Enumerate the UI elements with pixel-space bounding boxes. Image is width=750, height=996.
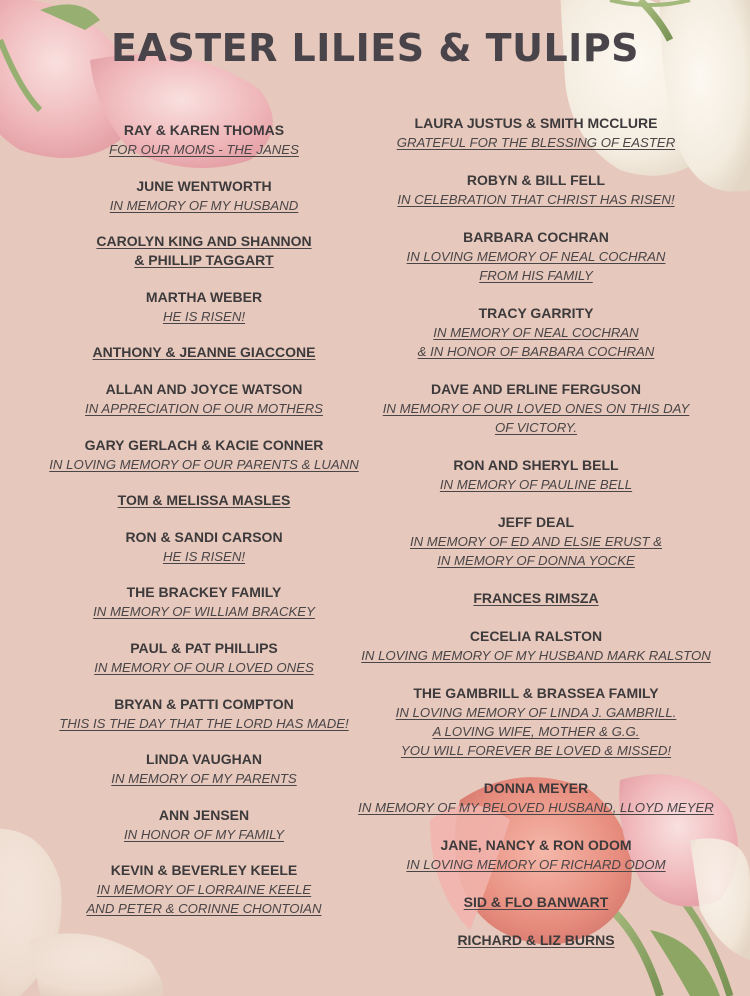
donor-entry [28, 491, 380, 510]
dedication-text: IN MEMORY OF PAULINE BELL [439, 477, 633, 492]
dedication-text: HE IS RISEN! [162, 548, 246, 564]
donor-name: SID & FLO BANWART [463, 894, 609, 910]
right-donor-column [352, 114, 720, 969]
dedication-text: & IN HONOR OF BARBARA COCHRAN [417, 344, 655, 359]
dedication-text: A LOVING WIFE, MOTHER & G.G. [432, 724, 640, 739]
donor-entry [352, 931, 720, 950]
donor-entry [28, 583, 380, 621]
donor-entry [28, 380, 380, 418]
donor-name: JUNE WENTWORTH [136, 177, 272, 194]
dedication-text: IN MEMORY OF ED AND ELSIE ERUST & [409, 534, 663, 549]
donor-name: DONNA MEYER [483, 780, 589, 796]
donor-name: THE GAMBRILL & BRASSEA FAMILY [413, 685, 659, 701]
donor-entry [28, 861, 380, 918]
donor-entry [352, 627, 720, 665]
donor-name: BARBARA COCHRAN [463, 229, 609, 245]
dedication-text: OF VICTORY. [494, 420, 578, 435]
dedication-text: IN MEMORY OF WILLIAM BRACKEY [93, 604, 315, 620]
donor-entry [352, 684, 720, 760]
donor-entry [352, 456, 720, 494]
donor-entry [352, 380, 720, 437]
dedication-text: IN MEMORY OF OUR LOVED ONES ON THIS DAY [382, 401, 690, 416]
page-title: EASTER LILIES & TULIPS [110, 26, 640, 70]
donor-name: LINDA VAUGHAN [146, 751, 262, 768]
donor-name: ROBYN & BILL FELL [466, 172, 606, 188]
dedication-text: IN LOVING MEMORY OF MY HUSBAND MARK RALSTON [361, 648, 711, 663]
donor-name: JEFF DEAL [497, 514, 575, 530]
donor-entry [28, 343, 380, 362]
donor-entry [28, 177, 380, 215]
donor-entry [28, 806, 380, 844]
donor-name: & PHILLIP TAGGART [134, 252, 274, 269]
donor-name: FRANCES RIMSZA [473, 590, 599, 606]
dedication-text: IN LOVING MEMORY OF RICHARD ODOM [406, 857, 666, 872]
donor-name: RON & SANDI CARSON [125, 528, 283, 545]
donor-entry [352, 304, 720, 361]
dedication-text: IN LOVING MEMORY OF NEAL COCHRAN [406, 249, 666, 264]
donor-name: TRACY GARRITY [478, 305, 594, 321]
donor-entry [28, 695, 380, 733]
dedication-text: IN MEMORY OF MY BELOVED HUSBAND, LLOYD MEYER [358, 800, 714, 815]
donor-entry [28, 436, 380, 474]
left-donor-column [28, 121, 380, 936]
donor-entry [28, 639, 380, 677]
donor-name: GARY GERLACH & KACIE CONNER [84, 436, 324, 453]
dedication-text: IN MEMORY OF DONNA YOCKE [437, 553, 635, 568]
dedication-text: IN LOVING MEMORY OF LINDA J. GAMBRILL. [395, 705, 677, 720]
donor-entry [352, 114, 720, 152]
donor-entry [28, 121, 380, 159]
donor-entry [352, 171, 720, 209]
donor-entry [28, 750, 380, 788]
donor-name: JANE, NANCY & RON ODOM [440, 837, 632, 853]
dedication-text: IN MEMORY OF LORRAINE KEELE [96, 882, 312, 898]
donor-name: TOM & MELISSA MASLES [117, 492, 291, 509]
donor-name: BRYAN & PATTI COMPTON [114, 695, 294, 712]
dedication-text: IN CELEBRATION THAT CHRIST HAS RISEN! [397, 192, 675, 207]
dedication-text: IN MEMORY OF MY PARENTS [111, 771, 297, 787]
donor-name: DAVE AND ERLINE FERGUSON [430, 381, 641, 397]
donor-entry [352, 836, 720, 874]
donor-name: CAROLYN KING AND SHANNON [96, 233, 312, 250]
donor-name: MARTHA WEBER [145, 288, 263, 305]
donor-entry [352, 893, 720, 912]
donor-entry [352, 513, 720, 570]
donor-entry [352, 228, 720, 285]
donor-entry [28, 232, 380, 270]
donor-name: CECELIA RALSTON [469, 628, 603, 644]
donor-name: RICHARD & LIZ BURNS [457, 932, 615, 948]
donor-name: KEVIN & BEVERLEY KEELE [110, 862, 298, 879]
dedication-text: GRATEFUL FOR THE BLESSING OF EASTER [396, 135, 676, 150]
dedication-text: IN MEMORY OF NEAL COCHRAN [433, 325, 639, 340]
donor-name: THE BRACKEY FAMILY [126, 584, 282, 601]
donor-name: RAY & KAREN THOMAS [123, 122, 285, 138]
dedication-text: HE IS RISEN! [162, 308, 246, 324]
donor-entry [352, 589, 720, 608]
dedication-text: THIS IS THE DAY THAT THE LORD HAS MADE! [59, 715, 349, 731]
dedication-text: FOR OUR MOMS - THE JANES [109, 142, 299, 157]
donor-name: RON AND SHERYL BELL [453, 457, 619, 473]
donor-entry [28, 528, 380, 566]
dedication-text: IN LOVING MEMORY OF OUR PARENTS & LUANN [49, 456, 359, 472]
dedication-text: IN APPRECIATION OF OUR MOTHERS [85, 400, 323, 416]
donor-entry [352, 779, 720, 817]
dedication-text: AND PETER & CORINNE CHONTOIAN [86, 901, 322, 917]
donor-name: PAUL & PAT PHILLIPS [130, 639, 278, 656]
donor-name: ANTHONY & JEANNE GIACCONE [92, 344, 316, 361]
donor-name: LAURA JUSTUS & SMITH MCCLURE [414, 115, 658, 131]
donor-entry [28, 288, 380, 326]
dedication-text: FROM HIS FAMILY [479, 268, 593, 283]
dedication-text: IN MEMORY OF OUR LOVED ONES [94, 659, 314, 675]
dedication-text: IN MEMORY OF MY HUSBAND [109, 197, 299, 213]
dedication-text: IN HONOR OF MY FAMILY [124, 826, 284, 842]
dedication-text: YOU WILL FOREVER BE LOVED & MISSED! [400, 743, 672, 758]
donor-name: ANN JENSEN [158, 806, 250, 823]
donor-name: ALLAN AND JOYCE WATSON [105, 380, 303, 397]
